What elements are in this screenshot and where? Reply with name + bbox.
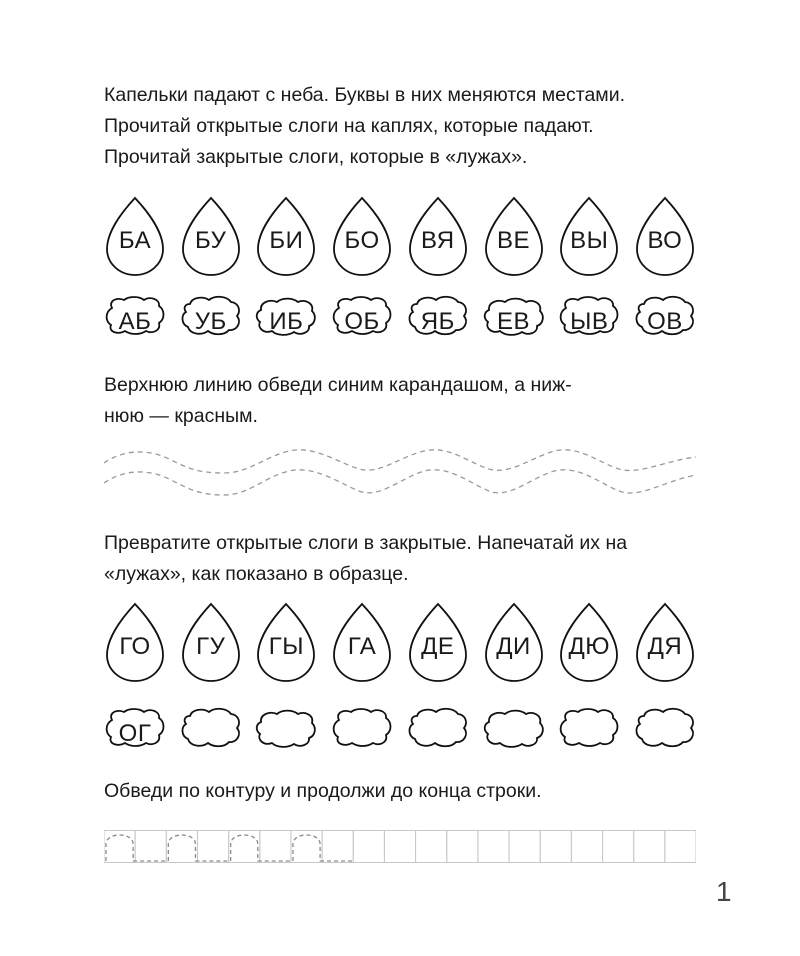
puddles-row-1 (104, 294, 696, 348)
raindrop (180, 602, 242, 682)
tracing-waves (104, 447, 696, 509)
grid-cell (540, 831, 571, 863)
syllable-text: ДЯ (647, 633, 683, 660)
puddle-shape (558, 706, 620, 752)
syllable-text: ГА (347, 633, 377, 660)
syllable-text: УБ (194, 308, 227, 335)
grid-cell (603, 831, 634, 863)
instruction-task-1 (104, 80, 724, 173)
raindrop (180, 196, 242, 276)
grid-cell (197, 831, 228, 863)
grid-cell (260, 831, 291, 863)
instruction-line: «лужах», как показано в образце. (104, 563, 409, 585)
puddle (483, 294, 545, 348)
puddle (104, 706, 166, 760)
grid-cell (509, 831, 540, 863)
puddle-blank[interactable] (180, 706, 242, 760)
instruction-line: Верхнюю линию обведи синим карандашом, а ниж- (104, 374, 572, 396)
syllable-text: ВО (647, 227, 683, 254)
syllable-text: ВЯ (421, 227, 455, 254)
puddle-shape (180, 706, 242, 752)
instruction-line: Превратите открытые слоги в закрытые. Напечатай их на (104, 532, 628, 554)
wave-line-top (104, 450, 696, 473)
drops-row-1 (104, 196, 696, 276)
instruction-line: Прочитай закрытые слоги, которые в «лужах». (104, 146, 528, 168)
raindrop (407, 602, 469, 682)
raindrop (331, 196, 393, 276)
tracing-arch (231, 835, 291, 861)
grid-cell (166, 831, 197, 863)
syllable-text: ИБ (269, 308, 304, 335)
puddles-row-2 (104, 706, 696, 760)
grid-cell (634, 831, 665, 863)
puddle-blank[interactable] (483, 706, 545, 760)
instruction-line: Обведи по контуру и продолжи до конца строки. (104, 780, 542, 802)
instruction-line: нюю — красным. (104, 405, 258, 427)
syllable-text: БА (118, 227, 152, 254)
puddle-blank[interactable] (331, 706, 393, 760)
syllable-text: АБ (118, 308, 152, 335)
wave-line-bottom (104, 470, 696, 495)
instruction-task-2 (104, 370, 724, 432)
grid-cell (571, 831, 602, 863)
instruction-line: Капельки падают с неба. Буквы в них меняются местами. (104, 84, 626, 106)
raindrop (407, 196, 469, 276)
raindrop (558, 602, 620, 682)
syllable-text: ЕВ (497, 308, 531, 335)
syllable-text: ГЫ (268, 633, 305, 660)
grid-cell (229, 831, 260, 863)
puddle-blank[interactable] (558, 706, 620, 760)
puddle-blank[interactable] (255, 706, 317, 760)
drops-row-2 (104, 602, 696, 682)
puddle-blank[interactable] (634, 706, 696, 760)
raindrop (104, 602, 166, 682)
grid-cell (478, 831, 509, 863)
raindrop (558, 196, 620, 276)
puddle-shape (331, 706, 393, 752)
tracing-grid (104, 830, 696, 864)
instruction-line: Прочитай открытые слоги на каплях, которые падают. (104, 115, 594, 137)
puddle (331, 294, 393, 348)
page-number: 1 (716, 876, 732, 907)
puddle (558, 294, 620, 348)
tracing-arch (168, 835, 228, 861)
tracing-arch (293, 835, 353, 861)
syllable-text: ДЮ (568, 633, 610, 660)
syllable-text: БО (344, 227, 380, 254)
puddle (255, 294, 317, 348)
puddle-shape (634, 706, 696, 752)
syllable-text: ОГ (118, 720, 152, 747)
syllable-text: ОВ (647, 308, 683, 335)
syllable-text: ГО (119, 633, 151, 660)
raindrop (331, 602, 393, 682)
puddle (407, 294, 469, 348)
raindrop (104, 196, 166, 276)
syllable-text: ВЕ (497, 227, 531, 254)
instruction-task-4 (104, 776, 724, 807)
tracing-arch (106, 835, 166, 861)
puddle (104, 294, 166, 348)
puddle-shape (255, 706, 317, 752)
raindrop (483, 196, 545, 276)
syllable-text: ЫВ (570, 308, 609, 335)
grid-cell (104, 831, 135, 863)
grid-cell (665, 831, 696, 863)
syllable-text: ЯБ (420, 308, 455, 335)
grid-cell (384, 831, 415, 863)
instruction-task-3 (104, 528, 724, 590)
grid-cell (353, 831, 384, 863)
puddle-blank[interactable] (407, 706, 469, 760)
puddle (180, 294, 242, 348)
syllable-text: БИ (269, 227, 304, 254)
grid-cell (447, 831, 478, 863)
syllable-text: ДЕ (421, 633, 455, 660)
puddle-shape (407, 706, 469, 752)
raindrop (255, 196, 317, 276)
syllable-text: ДИ (496, 633, 531, 660)
raindrop (634, 196, 696, 276)
syllable-text: ОБ (344, 308, 380, 335)
grid-cell (135, 831, 166, 863)
puddle (634, 294, 696, 348)
grid-cell (291, 831, 322, 863)
syllable-text: ВЫ (570, 227, 609, 254)
syllable-text: БУ (194, 227, 227, 254)
syllable-text: ГУ (196, 633, 226, 660)
raindrop (483, 602, 545, 682)
raindrop (255, 602, 317, 682)
raindrop (634, 602, 696, 682)
grid-cell (322, 831, 353, 863)
grid-cell (416, 831, 447, 863)
puddle-shape (483, 706, 545, 752)
